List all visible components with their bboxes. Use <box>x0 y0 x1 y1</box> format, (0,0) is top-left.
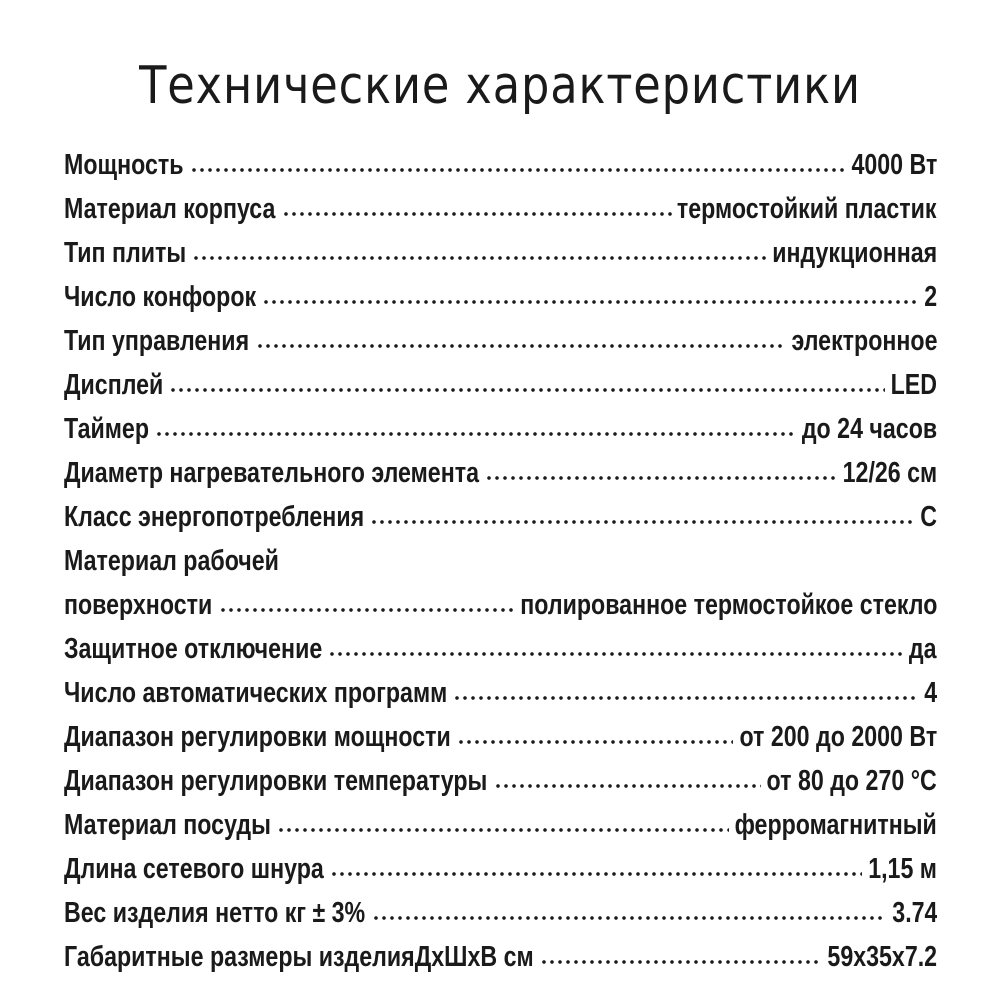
spec-value: полированное термостойкое стекло <box>519 589 937 621</box>
spec-label: Класс энергопотребления <box>64 501 365 533</box>
spec-label: Таймер <box>64 413 149 445</box>
spec-value: 12/26 см <box>842 457 937 489</box>
spec-label: Диаметр нагревательного элемента <box>64 457 479 489</box>
dot-leader <box>370 519 914 525</box>
dot-leader <box>453 695 918 701</box>
spec-row <box>64 842 937 886</box>
spec-row <box>64 182 937 226</box>
spec-row <box>64 402 937 446</box>
spec-row <box>64 270 937 314</box>
spec-row <box>64 226 937 270</box>
dot-leader <box>219 607 514 613</box>
spec-row <box>64 886 937 930</box>
spec-value: 4000 Вт <box>851 149 937 181</box>
dot-leader <box>540 959 822 965</box>
spec-row <box>64 446 937 490</box>
page-title: Технические характеристики <box>139 56 861 116</box>
spec-value: термостойкий пластик <box>677 193 937 225</box>
spec-row <box>64 798 937 842</box>
spec-value: С <box>920 501 937 533</box>
spec-value: электронное <box>791 325 937 357</box>
spec-row <box>64 358 937 402</box>
spec-value: LED <box>890 369 937 401</box>
dot-leader <box>328 651 904 657</box>
spec-row <box>64 666 937 710</box>
dot-leader <box>169 387 884 393</box>
spec-label: Защитное отключение <box>64 633 323 665</box>
dot-leader <box>485 475 837 481</box>
spec-row <box>64 314 937 358</box>
spec-value: 3.74 <box>891 897 937 929</box>
dot-leader <box>282 211 672 217</box>
spec-label: Вес изделия нетто кг ± 3% <box>64 897 366 929</box>
spec-value: ферромагнитный <box>734 809 937 841</box>
spec-row <box>64 930 937 974</box>
dot-leader <box>330 871 863 877</box>
spec-value: 1,15 м <box>868 853 937 885</box>
dot-leader <box>155 431 795 437</box>
spec-label: Диапазон регулировки мощности <box>64 721 451 753</box>
spec-label: Диапазон регулировки температуры <box>64 765 488 797</box>
spec-list <box>64 138 937 974</box>
spec-label: Габаритные размеры изделияДхШхВ см <box>64 941 534 973</box>
dot-leader <box>494 783 761 789</box>
spec-label: Мощность <box>64 149 184 181</box>
spec-label: Материал корпуса <box>64 193 276 225</box>
spec-row <box>64 490 937 534</box>
spec-label: Тип управления <box>64 325 250 357</box>
dot-leader <box>372 915 886 921</box>
spec-value: от 200 до 2000 Вт <box>739 721 937 753</box>
spec-row <box>64 534 937 578</box>
spec-label: Число конфорок <box>64 281 257 313</box>
spec-label: Тип плиты <box>64 237 187 269</box>
dot-leader <box>277 827 729 833</box>
dot-leader <box>256 343 785 349</box>
spec-label: Дисплей <box>64 369 164 401</box>
spec-row <box>64 710 937 754</box>
spec-value: до 24 часов <box>801 413 937 445</box>
dot-leader <box>457 739 733 745</box>
spec-label: Материал рабочей <box>64 545 279 577</box>
spec-row <box>64 578 937 622</box>
spec-row <box>64 138 937 182</box>
spec-label: Число автоматических программ <box>64 677 448 709</box>
spec-label: Длина сетевого шнура <box>64 853 324 885</box>
spec-value: от 80 до 270 °С <box>766 765 937 797</box>
dot-leader <box>262 299 918 305</box>
spec-value: индукционная <box>772 237 937 269</box>
dot-leader <box>190 167 845 173</box>
spec-value: да <box>909 633 937 665</box>
dot-leader <box>192 255 766 261</box>
spec-value: 4 <box>924 677 937 709</box>
spec-value: 59х35х7.2 <box>827 941 937 973</box>
spec-label: Материал посуды <box>64 809 271 841</box>
spec-row <box>64 622 937 666</box>
spec-label: поверхности <box>64 589 213 621</box>
spec-value: 2 <box>924 281 937 313</box>
spec-row <box>64 754 937 798</box>
